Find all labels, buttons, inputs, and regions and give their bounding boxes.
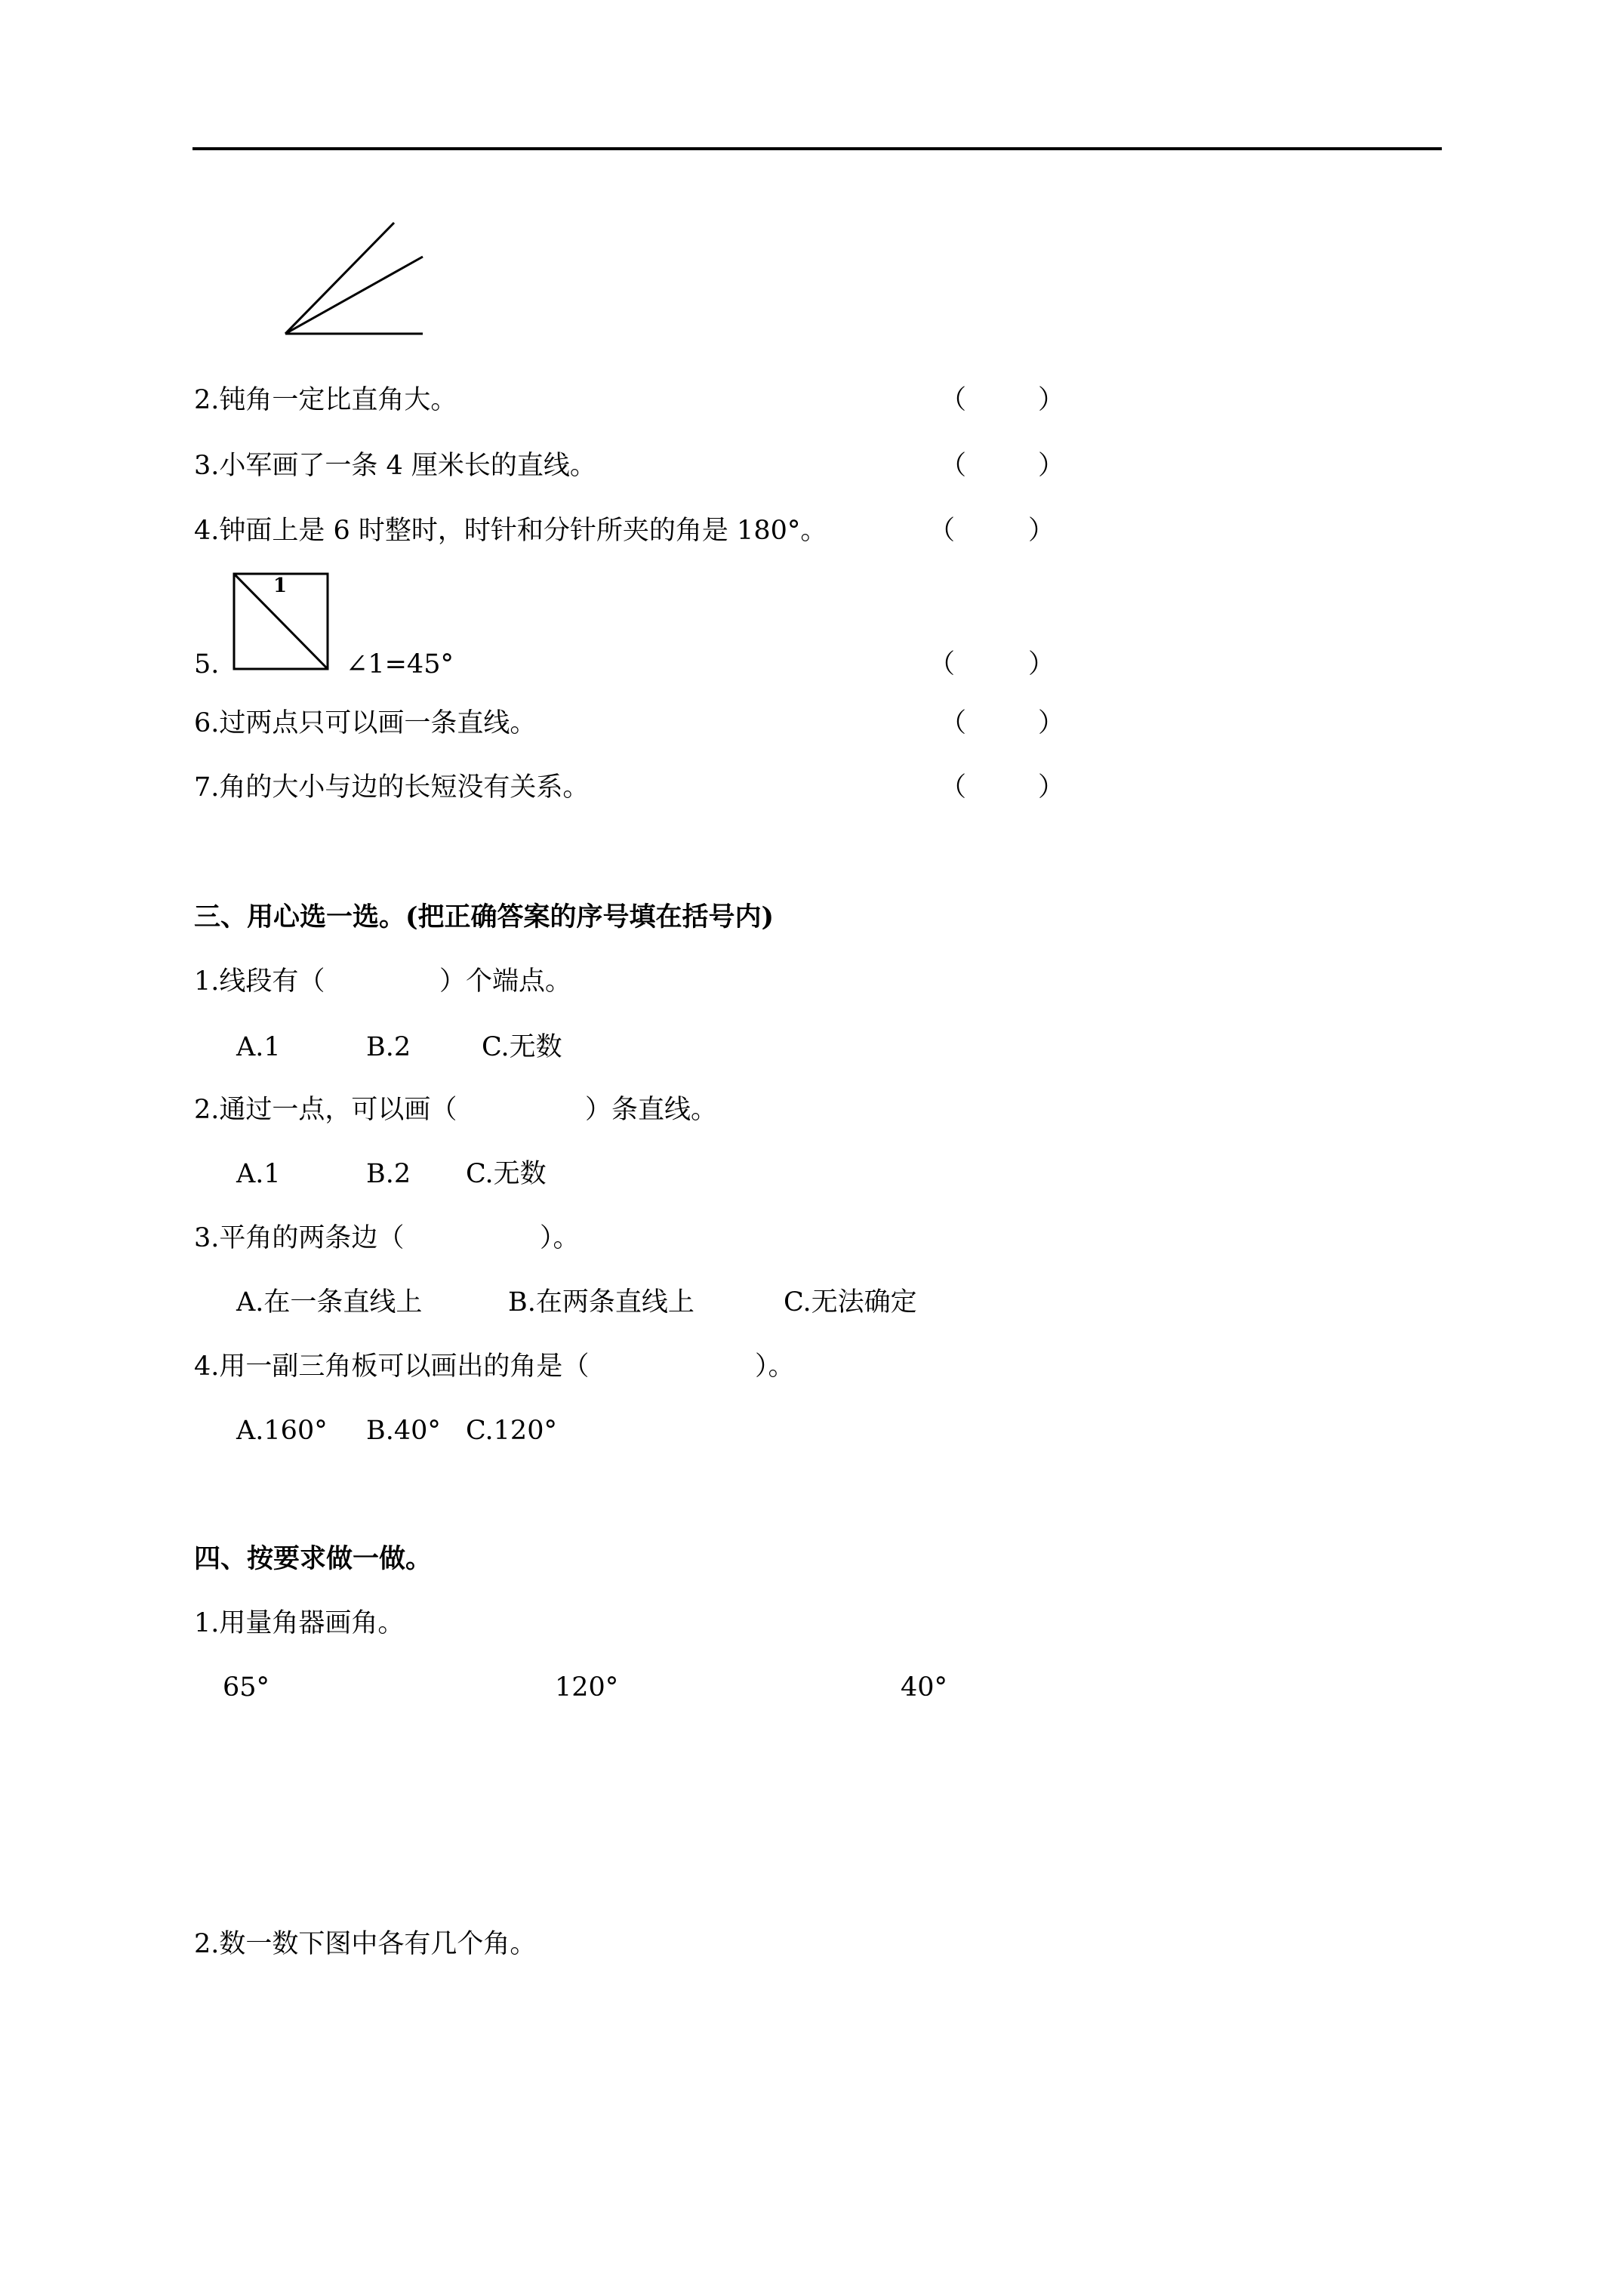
target-angle: 40° bbox=[901, 1672, 948, 1703]
mc-question-1-stem: 1.线段有（ bbox=[194, 966, 325, 997]
answer-paren-close: ） bbox=[1028, 516, 1055, 546]
tf-item-number: 7. bbox=[194, 772, 220, 803]
answer-paren-open: （ bbox=[940, 385, 967, 415]
mc-option: B.2 bbox=[366, 1032, 411, 1062]
mc-option: A.1 bbox=[236, 1159, 281, 1189]
tf-item-number: 6. bbox=[194, 708, 220, 738]
angle-figure bbox=[279, 219, 430, 340]
tf-item-text: 钟面上是 6 时整时，时针和分针所夹的角是 180°。 bbox=[219, 516, 827, 546]
mc-option: B.在两条直线上 bbox=[508, 1287, 694, 1318]
tf-item-text: 钝角一定比直角大。 bbox=[219, 385, 457, 415]
mc-option: A.1 bbox=[236, 1032, 281, 1062]
tf-item-text: 过两点只可以画一条直线。 bbox=[219, 708, 537, 738]
answer-paren-close: ） bbox=[1038, 708, 1065, 738]
answer-paren-open: （ bbox=[940, 451, 967, 481]
answer-paren-close: ） bbox=[1038, 451, 1065, 481]
angle-ray-middle bbox=[285, 257, 423, 334]
tf-item-text: 角的大小与边的长短没有关系。 bbox=[219, 772, 590, 803]
tf-item-text: ∠1=45° bbox=[346, 649, 454, 680]
mc-option: C.120° bbox=[466, 1416, 557, 1446]
target-angle: 65° bbox=[223, 1672, 270, 1703]
mc-question-2-stem-end: ）条直线。 bbox=[585, 1095, 718, 1125]
header-rule bbox=[192, 147, 1442, 150]
angle-label: 1 bbox=[273, 575, 288, 597]
tf-item-number: 4. bbox=[194, 516, 220, 546]
mc-question-3-stem: 3.平角的两条边（ bbox=[194, 1223, 405, 1253]
section-3-title: 三、用心选一选。(把正确答案的序号填在括号内) bbox=[194, 901, 775, 932]
task-1-stem: 1.用量角器画角。 bbox=[194, 1608, 405, 1638]
answer-paren-open: （ bbox=[929, 516, 956, 546]
tf-item-number: 2. bbox=[194, 385, 220, 415]
tf-item-2 bbox=[194, 385, 457, 415]
section-4-title: 四、按要求做一做。 bbox=[194, 1543, 433, 1574]
tf-item-number: 3. bbox=[194, 451, 220, 481]
answer-paren-open: （ bbox=[929, 649, 956, 680]
mc-option: A.在一条直线上 bbox=[236, 1287, 423, 1318]
tf-item-number: 5. bbox=[194, 649, 220, 680]
mc-question-3-stem-end: ）。 bbox=[540, 1223, 580, 1253]
target-angle: 120° bbox=[555, 1672, 619, 1703]
answer-paren-open: （ bbox=[940, 708, 967, 738]
angle-ray-upper bbox=[285, 223, 394, 334]
answer-paren-close: ） bbox=[1038, 385, 1065, 415]
answer-paren-close: ） bbox=[1028, 649, 1055, 680]
mc-option: B.40° bbox=[366, 1416, 441, 1446]
tf-item-3 bbox=[194, 451, 596, 481]
mc-option: B.2 bbox=[366, 1159, 411, 1189]
task-2-stem: 2.数一数下图中各有几个角。 bbox=[194, 1929, 537, 1959]
answer-paren-close: ） bbox=[1038, 772, 1065, 803]
tf-item-6 bbox=[194, 708, 536, 738]
tf-item-4 bbox=[194, 516, 827, 546]
mc-question-1-stem-end: ）个端点。 bbox=[439, 966, 572, 997]
mc-option: C.无数 bbox=[482, 1032, 562, 1062]
mc-option: C.无数 bbox=[466, 1159, 547, 1189]
mc-question-4-stem-end: ）。 bbox=[755, 1351, 795, 1382]
mc-option: C.无法确定 bbox=[784, 1287, 917, 1318]
answer-paren-open: （ bbox=[940, 772, 967, 803]
tf-item-text: 小军画了一条 4 厘米长的直线。 bbox=[219, 451, 596, 481]
mc-option: A.160° bbox=[236, 1416, 328, 1446]
mc-question-2-stem: 2.通过一点，可以画（ bbox=[194, 1095, 457, 1125]
tf-item-7 bbox=[194, 772, 589, 803]
mc-question-4-stem: 4.用一副三角板可以画出的角是（ bbox=[194, 1351, 590, 1382]
